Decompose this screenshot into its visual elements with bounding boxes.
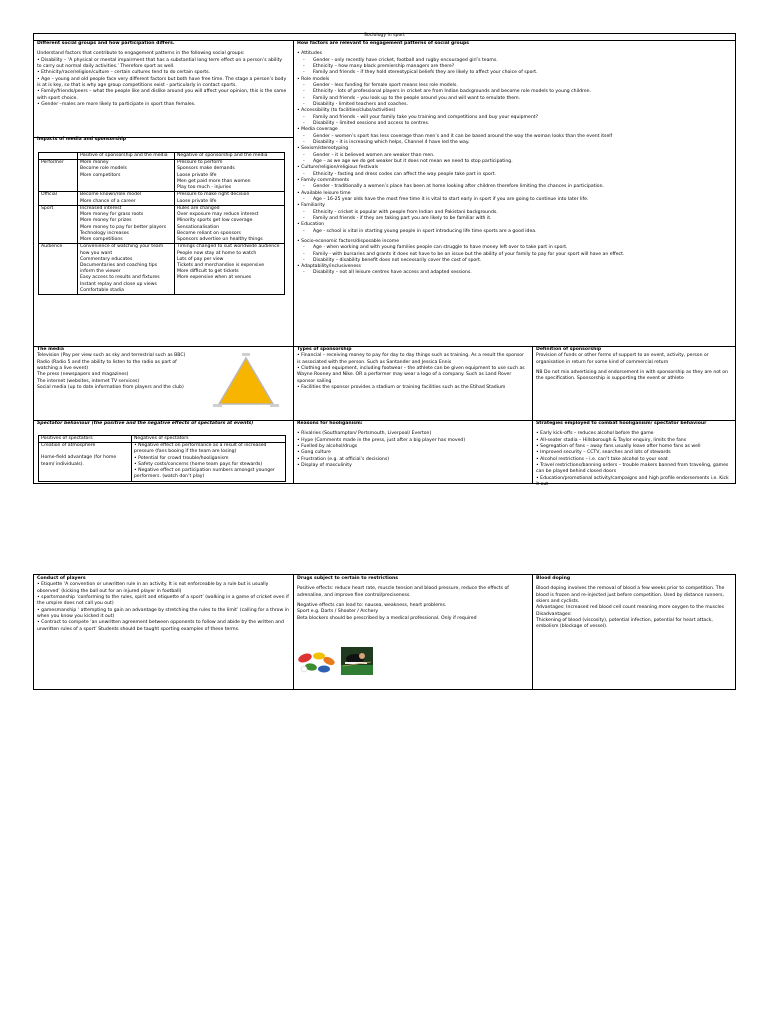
engagement-detail: - Family and friends – if they hold stereotypical beliefs they are likely to affect your choice of sport. bbox=[297, 70, 733, 76]
engagement-factor: • Attitudes bbox=[297, 51, 322, 57]
engagement-factor: • Education bbox=[297, 222, 325, 228]
table-row: Creation of atmosphere Home-field advantage (for home team/ individuals). • Negative effect on performance as a result of increased pressure (fans booing if the team are losing) • Potential for crowd trouble/hooliganism • Safety costs/concerns (home team pays for stewards) • Negative effect on participation numbers amongst younger performers. (watch don’t play) bbox=[39, 443, 286, 481]
media-line: Radio (Radio 5 and the ability to listen to the radio as part of watching a live event) bbox=[37, 359, 177, 371]
hooliganism-section: Reasons for hooliganism: • Rivalries (Southampton/ Portsmouth, Liverpool/ Everton) • Hype (Comments made in the press, just after a big player has moved) • Fuelled by alcohol/drugs • Gang culture • Frustration (e.g. at official’s decisions) • Display of masculinity bbox=[297, 421, 527, 469]
drugs-heading: Drugs subject to certain to restrictions bbox=[297, 576, 399, 581]
participation-line: • Age – young and old people face very different factors but both have free time. The stage a person’s body is at is key, so that is why age group competitions exist - particularly in contact sports. bbox=[37, 76, 287, 88]
engagement-detail: - Family and friends – you look up to the people around you and will want to emulate them. bbox=[297, 96, 733, 102]
table-row: Audience Convenience of watching your team how you want Commentary educates Documentaries and coaching tips inform the viewer Easy access to results and fixtures Instant replay and close up views Comfortable stadia Timings changed to suit worldwide audience People now stay at home to watch Lots of pay per view Tickets and merchandise is expensive More difficult to get tickets More expensive when at venues bbox=[39, 244, 285, 295]
participation-line: • Ethnicity/race/religion/culture – certain cultures tend to do certain sports. bbox=[37, 70, 211, 76]
spectator-table bbox=[38, 435, 286, 482]
engagement-factor: • Role models bbox=[297, 76, 330, 82]
engagement-section bbox=[297, 41, 733, 277]
conduct-heading: Conduct of players bbox=[37, 576, 86, 581]
table-row: Sport Increased interest More money for grass roots More money for prizes More money to pay for better players Technology increases More competitions Rules are changed Over exposure may reduce interest Minority sports get low coverage Sensationalisation Become reliant on sponsors Sponsors advertise un healthy things bbox=[39, 205, 285, 243]
engagement-detail: - Ethnicity – how many black premiership managers are there? bbox=[297, 64, 733, 70]
hooliganism-heading: Reasons for hooliganism: bbox=[297, 421, 363, 426]
blood-doping-heading: Blood doping bbox=[536, 576, 571, 581]
participation-line: • Disability – ‘A physical or mental impairment that has a substantial long term effect on a person’s ability to carry out normal daily activities.’ Therefore sport as well. bbox=[37, 57, 283, 69]
engagement-detail: - Age – 16-25 year olds have the most free time it is vital to start early in sport if you are going to continue into later life. bbox=[297, 197, 733, 203]
engagement-detail: - Family and friends – will your family take you training and competitions and buy your equipment? bbox=[297, 115, 733, 121]
participation-section bbox=[37, 41, 287, 108]
sponsorship-definition-section: Definition of sponsorship Provision of funds or other forms of support to an event, activity, person or organisation in return for some kind of commercial return NB Do not mix advertising and endorsement in with sponsorship as they are not on the specification. Sponsorship is supporting the event or athlete bbox=[536, 347, 733, 383]
engagement-detail: - Ethnicity - lots of professional players in cricket are from Indian backgrounds and become role models to young children. bbox=[297, 89, 733, 95]
engagement-factor: • Accessibility (to facilities/clubs/activities) bbox=[297, 108, 396, 114]
sponsorship-types-section: Types of sponsorship • Financial – receiving money to pay for day to day things such as training. As a result the sponsor is associated with the person. Such as Santander and Jessica Ennis • Clothing and equipment, including footwear – the athlete can be given equipment to use such as Wayne Rooney and Nike. OR a performer may wear a logo of a company. Such as Land Rover sponsor sailing • Facilities the sponsor provides a stadium or training facilities such as the Etihad Stadium bbox=[297, 347, 527, 391]
media-line: The press (newspapers and magazines) bbox=[37, 372, 129, 378]
engagement-detail: - Family - with bursaries and grants it does not have to be an issue but the ability of your family to pay for your sport will have an effect. bbox=[297, 252, 733, 258]
engagement-detail: - Ethnicity - cricket is popular with people from Indian and Pakistani backgrounds. bbox=[297, 210, 733, 216]
engagement-heading: How factors are relevant to engagement patterns of social groups bbox=[297, 41, 470, 46]
engagement-detail: - Family and friends - if they are taking part you are likely to be familiar with it. bbox=[297, 216, 733, 222]
sponsorship-types-heading: Types of sponsorship bbox=[297, 347, 352, 352]
participation-line: • Family/friends/peers – what the people like and dislike around you will affect your opinion, this is the same with sport choice. bbox=[37, 89, 287, 101]
media-line: The internet (websites, internet TV services) bbox=[37, 378, 140, 384]
participation-line: • Gender –males are more likely to participate in sport than females. bbox=[37, 101, 196, 107]
participation-heading: Different social groups and how participation differs. bbox=[37, 41, 175, 46]
strategies-section: Strategies employed to combat hooliganism/ spectator behaviour • Early kick-offs – reduces alcohol before the game • All-seater stadia – Hillsborough & Taylor enquiry, limits the fans • Segregation of fans – away fans usually leave after home fans as well • Improved security – CCTV, searches and lots of stewards • Alcohol restrictions – i.e. can’t take alcohol to your seat • Travel restrictions/banning orders – trouble makers banned from traveling, games can be played behind closed doors • Education/promotional activity/campaigns and high profile endorsements i.e. Kick it out bbox=[536, 421, 733, 488]
media-line: Television (Pay per view such as sky and terrestrial such as BBC) bbox=[37, 353, 186, 359]
engagement-detail: - Age - school is vital in starting young people in sport introducing life time sports are a good idea. bbox=[297, 229, 733, 235]
engagement-factor: • Family commitments bbox=[297, 177, 350, 183]
engagement-detail: - Disability – it is increasing which helps, Channel 4 have led the way. bbox=[297, 140, 733, 146]
pills-icon bbox=[297, 649, 337, 675]
engagement-detail: - Age - when working and with young families people can struggle to have money left over to take part in sport. bbox=[297, 245, 733, 251]
table-row: Performer More money Become role models More competitors Pressure to perform Sponsors make demands Loose private life Men get paid more than women Play too much - injuries bbox=[39, 160, 285, 192]
media-impacts-heading: Impacts of media and sponsorship bbox=[37, 137, 127, 142]
snooker-player-icon bbox=[341, 647, 373, 675]
engagement-detail: - Gender – women’s sport has less coverage than men’s and it can be based around the way the woman looks than the event itself bbox=[297, 134, 733, 140]
engagement-detail: - Age – as we age we do get weaker but it does not mean we need to stop participating. bbox=[297, 159, 733, 165]
drugs-section: Drugs subject to certain to restrictions Positive effects: reduce heart rate, muscle tension and blood pressure, reduce the effects of adrenaline, and improve fine control/preciseness. Negative effects can lead to: nausea, weakness, heart problems. Sport e.g. Darts / Shooter / Archery Beta blockers should be prescribed by a medical professional. Only if required bbox=[297, 576, 527, 622]
page-title: Sociology in sport bbox=[364, 33, 405, 38]
engagement-detail: - Disability - limited teachers and coaches. bbox=[297, 102, 733, 108]
sponsorship-definition-heading: Definition of sponsorship bbox=[536, 347, 602, 352]
row-label: Sport bbox=[39, 205, 78, 243]
engagement-detail: - Disability – disability benefit does not necessarily cover the cost of sport. bbox=[297, 258, 733, 264]
engagement-list bbox=[297, 51, 733, 276]
table-row: Official Become known/role model More chance of a career Pressure to make right decision Loose private life bbox=[39, 192, 285, 205]
engagement-factor: • Available leisure time bbox=[297, 190, 351, 196]
engagement-factor: • Media coverage bbox=[297, 127, 338, 133]
spectator-pos-header: Positives of spectators bbox=[39, 436, 132, 443]
row-label: Official bbox=[39, 192, 78, 205]
spectator-heading: Spectator behaviour (the positive and the negative effects of spectators at events) bbox=[37, 421, 254, 426]
the-media-section bbox=[37, 347, 197, 391]
participation-line: Understand factors that contribute to engagement patterns in the following social groups: bbox=[37, 51, 245, 57]
engagement-detail: - Gender – it is believed women are weaker than men. bbox=[297, 153, 733, 159]
engagement-factor: • Familiarity bbox=[297, 203, 326, 209]
engagement-detail: - Gender - traditionally a women’s place has been at home looking after children therefore limiting the chances in participation. bbox=[297, 184, 733, 190]
engagement-factor: • Socio-economic factors/disposable income bbox=[297, 238, 400, 244]
media-impacts-table bbox=[38, 152, 285, 295]
engagement-factor: • Adaptability/inclusiveness bbox=[297, 264, 361, 270]
engagement-factor: • Culture/religion/religious festivals bbox=[297, 165, 379, 171]
engagement-detail: - Ethnicity - fasting and dress codes can affect the way people take part in sport. bbox=[297, 172, 733, 178]
blood-doping-section: Blood doping Blood doping involves the removal of blood a few weeks prior to competition. The blood is frozen and re-injected just before competition. Used by distance runners, skiers and cyclists. Advantages: Increased red blood cell count meaning more oxygen to the muscles Disadvantages: Thickening of blood (viscosity), potential infection, potential for heart attack, embolism (blockage of vessel). bbox=[536, 576, 733, 631]
engagement-detail: - Gender - only recently have cricket, football and rugby encouraged girl’s teams. bbox=[297, 58, 733, 64]
engagement-factor: • Sexism/stereotyping bbox=[297, 146, 349, 152]
engagement-detail: - Disability – limited sessions and access to centres. bbox=[297, 121, 733, 127]
row-label: Audience bbox=[39, 244, 78, 295]
media-line: Social media (up to date information from players and the club) bbox=[37, 384, 184, 390]
engagement-detail: - Disability – not all leisure centres have access and adapted sessions. bbox=[297, 270, 733, 276]
media-triangle-icon bbox=[212, 352, 280, 414]
strategies-heading: Strategies employed to combat hooliganism/ spectator behaviour bbox=[536, 421, 707, 426]
row-label: Performer bbox=[39, 160, 78, 192]
col-negative-header: Negative of sponsorship and the media bbox=[175, 153, 285, 160]
col-positive-header: Positive of sponsorship and the media bbox=[78, 153, 175, 160]
the-media-heading: The media bbox=[37, 347, 64, 352]
conduct-section: Conduct of players • Etiquette ‘A convention or unwritten rule in an activity. It is not enforceable by a rule but is usually observed’ (kicking the ball out for an injured player in football) • sportsmanship ‘conforming to the rules, spirit and etiquette of a sport’ (walking in a game of cricket even if the umpire does not call you out) • gamesmanship ‘ attempting to gain an advantage by stretching the rules to the limit’ (calling for a throw in when you know you kicked it out) • Contract to compete ‘an unwritten agreement between opponents to follow and abide by the written and unwritten rules of a sport’ Students should be taught sporting examples of these terms. bbox=[37, 576, 289, 632]
spectator-neg-header: Negatives of spectators bbox=[132, 436, 286, 443]
engagement-detail: - Gender - less funding for female sport means less role models. bbox=[297, 83, 733, 89]
